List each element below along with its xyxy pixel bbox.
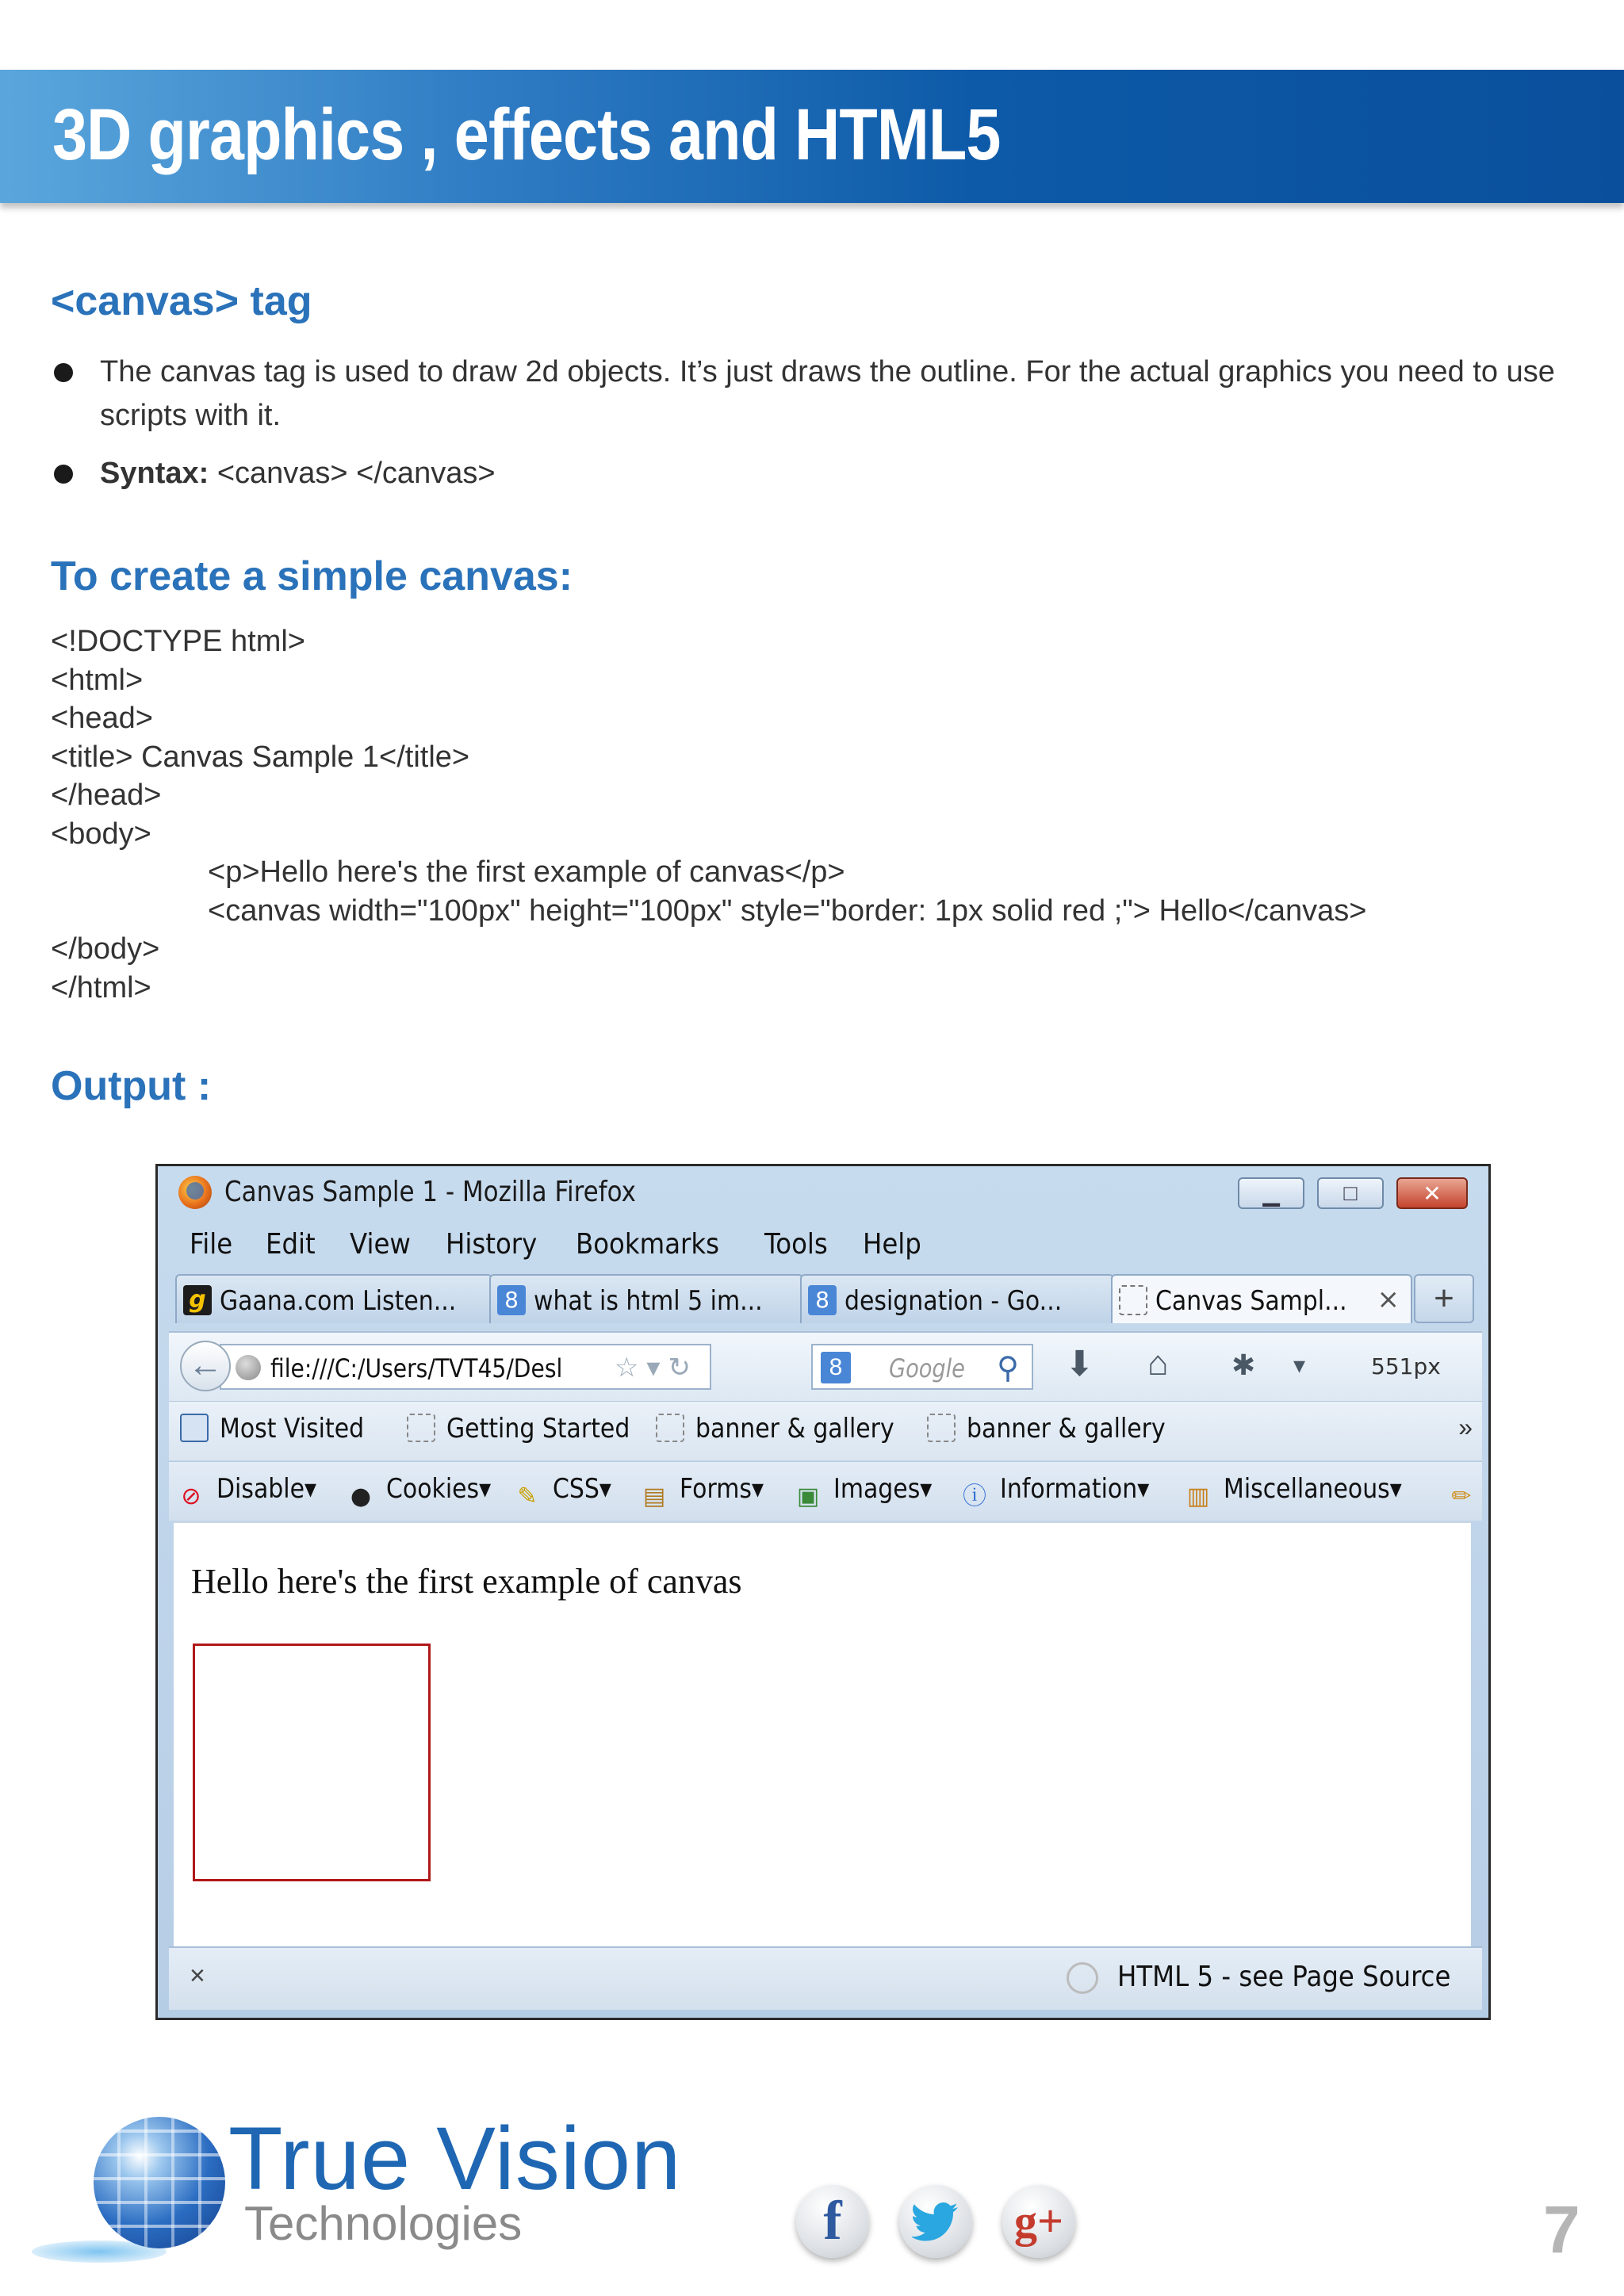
minimize-icon: ▁ (1262, 1181, 1280, 1206)
disable-icon: ⊘ (181, 1483, 201, 1510)
brand-subtitle: Technologies (244, 2197, 523, 2250)
google-search-icon: 8 (821, 1352, 851, 1383)
menu-history[interactable]: History (446, 1228, 538, 1261)
firefox-window (155, 1164, 1491, 2020)
tab-label: designation - Go... (845, 1285, 1063, 1317)
code-line: <head> (51, 702, 153, 735)
maximize-icon: □ (1343, 1181, 1358, 1205)
firefox-icon (178, 1176, 212, 1209)
new-tab-button[interactable]: + (1414, 1274, 1474, 1323)
cookies-icon: ● (350, 1483, 372, 1510)
twitter-bird-icon (912, 2202, 959, 2242)
url-text[interactable]: file:///C:/Users/TVT45/Desl (270, 1353, 563, 1383)
dev-css[interactable]: ✎ CSS▾ (511, 1473, 619, 1513)
status-close-icon[interactable]: × (190, 1961, 205, 1991)
code-line: <title> Canvas Sample 1</title> (51, 740, 470, 774)
twitter-icon[interactable] (899, 2185, 972, 2258)
tab-gaana[interactable] (175, 1274, 492, 1323)
create-canvas-heading: To create a simple canvas: (51, 553, 573, 599)
bookmark-icon (927, 1414, 956, 1442)
code-block (51, 622, 1366, 1007)
code-line: </head> (51, 779, 162, 812)
page-number: 7 (1543, 2192, 1580, 2267)
bullet-dot-icon (54, 465, 73, 484)
tab-strip (175, 1274, 1476, 1323)
most-visited-icon (180, 1414, 209, 1442)
search-placeholder[interactable]: Google (889, 1353, 965, 1383)
close-button[interactable] (1396, 1177, 1468, 1209)
more-bookmarks-icon[interactable]: » (1458, 1413, 1473, 1441)
page-title: 3D graphics , effects and HTML5 (52, 94, 1001, 175)
loading-icon (1067, 1962, 1098, 1994)
download-icon[interactable]: ⬇ (1065, 1345, 1094, 1383)
dropdown-icon[interactable]: ▾ (1293, 1353, 1306, 1379)
syntax-text: <canvas> </canvas> (209, 457, 496, 490)
width-readout: 551px (1371, 1353, 1441, 1380)
menu-view[interactable]: View (349, 1228, 411, 1261)
tab-canvas-sample[interactable] (1111, 1274, 1412, 1323)
home-icon[interactable]: ⌂ (1147, 1344, 1169, 1383)
bullet-text: The canvas tag is used to draw 2d objects. It’s just draws the outline. For the actual graphics you need to use scripts with it. (100, 355, 1555, 432)
code-line: <canvas width="100px" height="100px" style="border: 1px solid red ;"> Hello</canvas> (208, 894, 1367, 928)
close-icon: ✕ (1423, 1181, 1442, 1206)
code-line: <p>Hello here's the first example of canvas</p> (208, 855, 845, 889)
tab-label: Gaana.com Listen... (220, 1285, 457, 1317)
bookmark-icon (407, 1414, 435, 1442)
header-banner (0, 70, 1624, 203)
hello-paragraph: Hello here's the first example of canvas (191, 1562, 742, 1601)
back-button[interactable]: ← (180, 1341, 231, 1391)
google-icon: 8 (497, 1285, 526, 1315)
bookmarks-toolbar (169, 1401, 1482, 1460)
blank-page-icon (1119, 1285, 1147, 1315)
bullet-list (49, 350, 1572, 510)
css-icon: ✎ (517, 1483, 538, 1510)
images-icon: ▣ (796, 1483, 820, 1510)
bookmark-banner-gallery[interactable]: banner & gallery (656, 1413, 921, 1445)
globe-logo-icon (94, 2117, 225, 2248)
code-line: <html> (51, 663, 144, 697)
page-content (174, 1521, 1471, 1946)
bookmark-icon (656, 1414, 684, 1442)
bookmark-banner-gallery-2[interactable]: banner & gallery (927, 1413, 1193, 1445)
bookmark-getting-started[interactable]: Getting Started (407, 1413, 655, 1445)
code-line: </html> (51, 970, 151, 1004)
code-line: </body> (51, 932, 160, 966)
tab-close-icon[interactable]: × (1377, 1284, 1400, 1315)
code-line: <body> (51, 817, 151, 851)
code-line: <!DOCTYPE html> (51, 625, 305, 658)
dev-miscellaneous[interactable]: ▥ Miscellaneous▾ (1182, 1473, 1426, 1513)
information-icon: ⓘ (963, 1483, 986, 1510)
menu-help[interactable]: Help (863, 1228, 922, 1261)
bullet-item (49, 350, 1572, 438)
tab-label: Canvas Sampl... (1155, 1285, 1347, 1317)
menu-bookmarks[interactable]: Bookmarks (576, 1228, 720, 1261)
brand-name: True Vision (228, 2109, 682, 2208)
canvas-element (193, 1644, 431, 1881)
tab-what-is-html5[interactable] (489, 1274, 803, 1323)
menu-edit[interactable]: Edit (266, 1228, 316, 1261)
menu-bar (190, 1228, 928, 1265)
output-heading: Output : (51, 1063, 212, 1109)
menu-tools[interactable]: Tools (764, 1228, 828, 1261)
dev-cookies[interactable]: ● Cookies▾ (345, 1473, 505, 1513)
pencil-icon: ✏ (1451, 1483, 1472, 1510)
globe-icon (236, 1355, 261, 1380)
bullet-item (49, 452, 1572, 496)
window-title: Canvas Sample 1 - Mozilla Firefox (224, 1176, 636, 1208)
url-bar[interactable] (220, 1344, 711, 1390)
status-text: HTML 5 - see Page Source (1117, 1961, 1451, 1993)
bullet-dot-icon (54, 363, 73, 382)
title-bar (158, 1166, 1488, 1215)
miscellaneous-icon: ▥ (1186, 1483, 1210, 1510)
dev-pencil[interactable] (1446, 1473, 1487, 1513)
googleplus-icon[interactable]: g+ (1002, 2185, 1075, 2258)
dev-disable[interactable]: ⊘ Disable▾ (175, 1473, 330, 1513)
forms-icon: ▤ (642, 1483, 666, 1510)
maximize-button[interactable] (1317, 1177, 1384, 1209)
bookmark-most-visited[interactable]: Most Visited (180, 1413, 384, 1445)
addon-icon[interactable]: ✱ (1231, 1349, 1256, 1381)
google-icon: 8 (808, 1285, 837, 1315)
syntax-label: Syntax: (100, 457, 209, 490)
tab-designation[interactable] (800, 1274, 1114, 1323)
web-developer-toolbar (169, 1461, 1482, 1521)
gaana-icon: g (183, 1285, 212, 1315)
dev-images[interactable]: ▣ Images▾ (792, 1473, 945, 1513)
search-box[interactable] (811, 1344, 1033, 1390)
menu-file[interactable]: File (190, 1228, 233, 1261)
dev-information[interactable]: ⓘ Information▾ (959, 1473, 1170, 1513)
dev-forms[interactable]: ▤ Forms▾ (638, 1473, 775, 1513)
minimize-button[interactable] (1238, 1177, 1304, 1209)
canvas-tag-heading: <canvas> tag (51, 278, 312, 324)
facebook-icon[interactable]: f (796, 2185, 869, 2258)
tab-label: what is html 5 im... (534, 1285, 763, 1317)
search-icon[interactable]: ⚲ (997, 1352, 1019, 1385)
star-reload-icons[interactable]: ☆▾↻ (614, 1353, 699, 1383)
navigation-bar (169, 1331, 1482, 1401)
status-bar (169, 1946, 1482, 2010)
